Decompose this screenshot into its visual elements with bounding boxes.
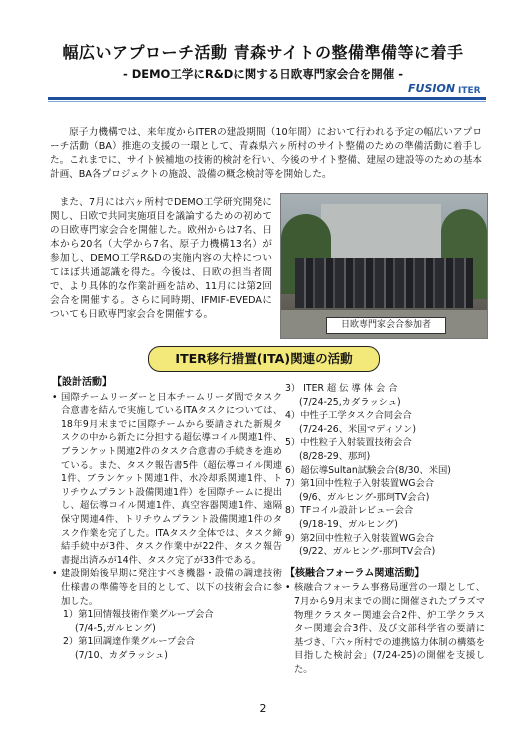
meeting-item bbox=[285, 382, 485, 409]
header-rule-thin bbox=[48, 101, 486, 102]
iter-label: ITER bbox=[458, 86, 481, 96]
meeting-name: 7）第1回中性粒子入射装置WG会合 bbox=[285, 478, 435, 490]
meeting-name: 6）超伝導Sultan試験会合(8/30、米国) bbox=[285, 464, 451, 476]
page-number: 2 bbox=[259, 702, 267, 715]
meeting-name: 8）TFコイル設計レビュー会合 bbox=[285, 505, 414, 517]
page-subtitle: - DEMO工学にR&Dに関する日欧専門家会合を開催 - bbox=[122, 67, 404, 81]
meeting-name: 3） ITER 超 伝 導 体 会 合 bbox=[285, 383, 398, 394]
meeting-name: 5）中性粒子入射装置技術会合 bbox=[285, 437, 412, 449]
meeting-item bbox=[285, 477, 485, 504]
forum-heading: 【核融合フォーラム関連活動】 bbox=[285, 567, 425, 579]
meeting-paragraph: また、7月には六ヶ所村でDEMO工学研究開発に関し、日欧で共同実施項目を議論するための初めての日欧専門家会合を開催した。欧州からは7名、日本から20名（大学から7名、原子力機構13名）が参加し、DEMO工学R&Dの実施内容の大枠についてほぼ共通認識を得た。今後は、日欧の担当者間で、より具体的な作業計画を詰め、11月には第2回会合を開催する。さらに同時期、IFMIF-EVEDAについても日欧専門家会合を開催する。 bbox=[50, 197, 272, 320]
meeting-place: (9/18-19、ガルヒング) bbox=[299, 518, 398, 530]
design-heading: 【設計活動】 bbox=[52, 377, 112, 388]
photo-people bbox=[295, 258, 473, 308]
meeting-item bbox=[285, 436, 485, 463]
intro-paragraph: 原子力機構では、来年度からITERの建設期間（10年間）において行われる予定の幅広いアプローチ活動（BA）推進の支援の一環として、青森県六ヶ所村のサイト整備のための準備活動に着手した。これまでに、サイト候補地の技術的検討を行い、今後のサイト整備、建屋の建設等のための基本計画、BA各プロジェクトの施設、設備の概念検討等を開始した。 bbox=[50, 127, 482, 180]
spacer bbox=[285, 559, 485, 567]
meeting-item bbox=[285, 409, 485, 436]
photo-caption: 日欧専門家会合参加者 bbox=[326, 317, 446, 334]
design-bullet-2: • 建設開始後早期に発注すべき機器・設備の調達技術仕様書の準備等を目的として、以下の技術会合に参加した。 bbox=[52, 567, 282, 608]
meeting-place: (7/24-25,カダラッシュ) bbox=[299, 396, 401, 408]
meeting-place: (9/22、ガルヒング-那珂TV会合) bbox=[299, 546, 436, 558]
meeting-item bbox=[285, 464, 485, 478]
meeting-place: (7/4-5,ガルヒング) bbox=[75, 622, 156, 634]
meeting-name: 9）第2回中性粒子入射装置WG会合 bbox=[285, 532, 435, 544]
section-banner: ITER移行措置(ITA)関連の活動 bbox=[148, 346, 380, 372]
left-column bbox=[52, 376, 282, 662]
design-bullet-1: • 国際チームリーダーと日本チームリーダ間でタスク合意書を結んで実施しているITAタスクについては、18年9月末までに国際チームから要請された新規タスクの中から新たに分担する超伝導コイル関連1件、ブランケット関連2件のタスク合意書の手続きを進めている。また、タスク報告書5件（超伝導コイル関連1件、ブランケット関連1件、水冷却系関連1件、トリチウムプラント設備関連1件）を国際チームに提出し、超伝導コイル関連1件、真空容器関連1件、遠隔保守関連4件、トリチウムプラント設備関連1件のタスク作業を完了した。ITAタスク全体では、タスク締結手続中が3件、タスク作業中が22件、タスク報告書提出済みが14件、タスク完了が33件である。 bbox=[52, 391, 282, 568]
meeting-name: 1）第1回情報技術作業グループ会合 bbox=[63, 609, 214, 621]
meeting-item bbox=[52, 635, 282, 662]
fusion-label: FUSION bbox=[408, 82, 456, 95]
meeting-place: (9/6、ガルヒング-那珂TV会合) bbox=[299, 491, 430, 503]
meeting-place: (8/28-29、那珂) bbox=[299, 450, 371, 462]
meeting-place: (7/10、カダラッシュ) bbox=[75, 649, 168, 661]
page-title: 幅広いアプローチ活動 青森サイトの整備準備等に着手 bbox=[62, 43, 464, 62]
meeting-item bbox=[52, 608, 282, 635]
header-rule bbox=[48, 97, 486, 100]
forum-bullet: • 核融合フォーラム事務局運営の一環として、7月から9月末までの間に開催されたプラズマ物理クラスター関連会合2件、炉工学クラスター関連会合3件、及び文部科学省の要請に基づき、「六ヶ所村での連携協力体制の構築を目指した検討会」(7/24-25)の開催を支援した。 bbox=[285, 581, 485, 676]
meeting-item bbox=[285, 504, 485, 531]
meeting-item bbox=[285, 532, 485, 559]
right-column bbox=[285, 382, 485, 676]
meeting-place: (7/24-26、米国マディソン) bbox=[299, 423, 416, 435]
meeting-name: 2）第1回調達作業グループ会合 bbox=[63, 636, 195, 648]
meeting-name: 4）中性子工学タスク合同会合 bbox=[285, 410, 412, 422]
